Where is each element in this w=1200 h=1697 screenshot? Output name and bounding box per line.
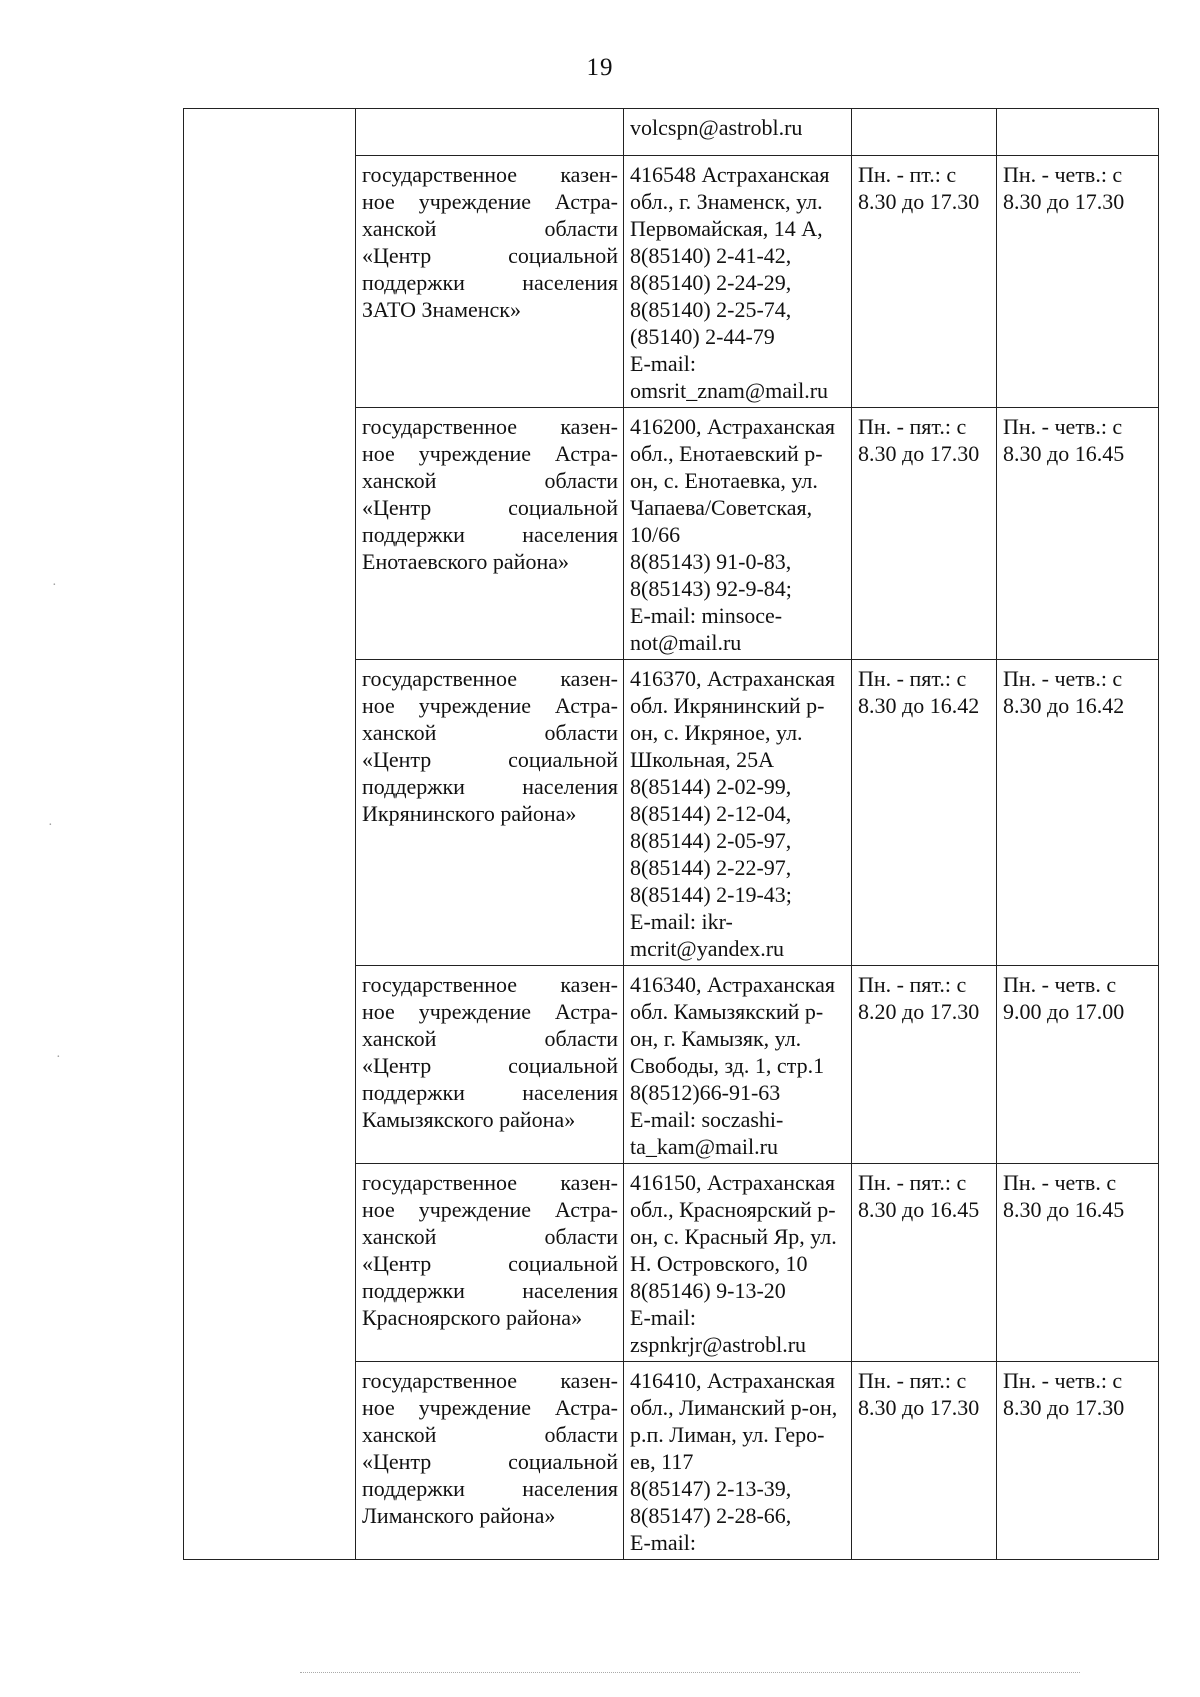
organization-line: [362, 1394, 618, 1421]
contact-line: 8(85147) 2-28-66,: [630, 1503, 792, 1528]
contact-line: 8(85144) 2-19-43;: [630, 882, 792, 907]
organization-word: поддержки: [362, 270, 465, 295]
organization-word: Астра-: [554, 1395, 618, 1420]
weekday-hours-line: 8.30 до 16.45: [858, 1197, 980, 1222]
reception-hours-line: Пн. - четв.: с: [1003, 1368, 1123, 1393]
contact-line: 8(8512)66-91-63: [630, 1080, 781, 1105]
organization-word: учреждение: [418, 693, 532, 718]
organization-word: населения: [522, 1278, 618, 1303]
organization-word: государственное: [362, 1170, 518, 1195]
organization-line: [362, 1421, 618, 1448]
organization-word: «Центр: [362, 747, 432, 772]
organization-word: ное: [362, 441, 395, 466]
contact-line: (85140) 2-44-79: [630, 324, 775, 349]
organization-word: населения: [522, 774, 618, 799]
organization-word: «Центр: [362, 1449, 432, 1474]
contact-cell: [624, 1164, 852, 1362]
weekday-hours-cell: [852, 966, 997, 1164]
organization-word: казен-: [560, 162, 618, 187]
weekday-hours-line: 8.30 до 17.30: [858, 1395, 980, 1420]
organization-word: Астра-: [554, 999, 618, 1024]
organization-word: «Центр: [362, 243, 432, 268]
contact-line: 10/66: [630, 522, 681, 547]
organization-word: поддержки: [362, 1278, 465, 1303]
organization-word: социальной: [508, 1449, 618, 1474]
organization-line: [362, 242, 618, 269]
contact-line: 8(85147) 2-13-39,: [630, 1476, 792, 1501]
contact-cell: [624, 660, 852, 966]
organization-cell: [356, 156, 624, 408]
contact-line: E-mail: minsoce-: [630, 603, 783, 628]
organization-word: учреждение: [418, 189, 532, 214]
footer-rule: [300, 1672, 1080, 1673]
organization-cell: [356, 1164, 624, 1362]
organization-line: [362, 521, 618, 548]
contact-line: not@mail.ru: [630, 630, 742, 655]
contact-line: обл. Камызякский р-: [630, 999, 824, 1024]
organization-word: ханской: [362, 1422, 437, 1447]
organization-word: государственное: [362, 666, 518, 691]
organization-line: [362, 188, 618, 215]
organization-line: Енотаевского района»: [362, 549, 569, 574]
organization-word: ханской: [362, 468, 437, 493]
weekday-hours-cell: [852, 408, 997, 660]
contact-line: 8(85143) 91-0-83,: [630, 549, 792, 574]
scan-speck: ·: [48, 818, 53, 833]
weekday-hours-line: Пн. - пят.: с: [858, 1170, 967, 1195]
contact-line: обл., Красноярский р-: [630, 1197, 836, 1222]
organization-word: «Центр: [362, 1053, 432, 1078]
contact-line: 8(85140) 2-24-29,: [630, 270, 792, 295]
scan-speck: ·: [52, 578, 57, 593]
reception-hours-cell: [997, 1362, 1159, 1560]
organization-word: Астра-: [554, 441, 618, 466]
organization-line: [362, 440, 618, 467]
contact-line: 416340, Астраханская: [630, 972, 836, 997]
organization-word: социальной: [508, 243, 618, 268]
organization-word: населения: [522, 1080, 618, 1105]
organization-word: ханской: [362, 1026, 437, 1051]
contact-line: он, г. Камызяк, ул.: [630, 1026, 802, 1051]
reception-hours-cell: [997, 660, 1159, 966]
contact-line: обл. Икрянинский р-: [630, 693, 825, 718]
weekday-hours-cell: [852, 109, 997, 156]
reception-hours-cell: [997, 1164, 1159, 1362]
organization-line: Лиманского района»: [362, 1503, 556, 1528]
organization-word: казен-: [560, 414, 618, 439]
organization-word: поддержки: [362, 1080, 465, 1105]
contact-line: E-mail:: [630, 1305, 696, 1330]
organization-line: [362, 998, 618, 1025]
organization-line: [362, 773, 618, 800]
organization-word: учреждение: [418, 1197, 532, 1222]
contact-line: E-mail: soczashi-: [630, 1107, 784, 1132]
organization-cell: [356, 408, 624, 660]
organization-line: [362, 1475, 618, 1502]
contact-line: 8(85140) 2-25-74,: [630, 297, 792, 322]
contact-line: omsrit_znam@mail.ru: [630, 378, 829, 403]
weekday-hours-line: 8.20 до 17.30: [858, 999, 980, 1024]
organization-word: социальной: [508, 747, 618, 772]
reception-hours-line: 9.00 до 17.00: [1003, 999, 1125, 1024]
contact-cell: [624, 966, 852, 1164]
organization-word: поддержки: [362, 774, 465, 799]
organization-word: Астра-: [554, 189, 618, 214]
organization-cell: [356, 966, 624, 1164]
organization-line: [362, 1169, 618, 1196]
organization-word: поддержки: [362, 522, 465, 547]
organization-line: [362, 1025, 618, 1052]
organization-line: [362, 1367, 618, 1394]
reception-hours-cell: [997, 109, 1159, 156]
contact-line: он, с. Красный Яр, ул.: [630, 1224, 837, 1249]
contact-line: Свободы, зд. 1, стр.1: [630, 1053, 825, 1078]
organization-line: [362, 719, 618, 746]
organization-word: населения: [522, 522, 618, 547]
contact-line: E-mail: ikr-: [630, 909, 733, 934]
contact-line: 8(85140) 2-41-42,: [630, 243, 792, 268]
contact-cell: [624, 408, 852, 660]
organization-line: [362, 746, 618, 773]
contact-line: 8(85144) 2-22-97,: [630, 855, 792, 880]
reception-hours-line: Пн. - четв.: с: [1003, 162, 1123, 187]
contact-line: 8(85143) 92-9-84;: [630, 576, 792, 601]
contact-line: zspnkrjr@astrobl.ru: [630, 1332, 807, 1357]
weekday-hours-line: 8.30 до 16.42: [858, 693, 980, 718]
organization-line: [362, 1079, 618, 1106]
organization-line: Красноярского района»: [362, 1305, 583, 1330]
organization-word: ное: [362, 1197, 395, 1222]
page-number: 19: [586, 54, 614, 81]
organization-line: [362, 1196, 618, 1223]
contact-line: обл., Лиманский р-он,: [630, 1395, 838, 1420]
reception-hours-line: Пн. - четв.: с: [1003, 666, 1123, 691]
organization-word: социальной: [508, 1251, 618, 1276]
organization-line: [362, 1223, 618, 1250]
organization-line: [362, 1250, 618, 1277]
contact-cell: [624, 156, 852, 408]
organization-word: «Центр: [362, 495, 432, 520]
weekday-hours-line: Пн. - пт.: с: [858, 162, 957, 187]
organization-line: ЗАТО Знаменск»: [362, 297, 521, 322]
contact-line: Школьная, 25А: [630, 747, 775, 772]
organization-line: [362, 161, 618, 188]
organization-line: [362, 269, 618, 296]
contact-line: volcspn@astrobl.ru: [630, 115, 803, 140]
contact-line: Чапаева/Советская,: [630, 495, 813, 520]
weekday-hours-line: Пн. - пят.: с: [858, 972, 967, 997]
contact-line: р.п. Лиман, ул. Геро-: [630, 1422, 825, 1447]
organization-word: Астра-: [554, 693, 618, 718]
table-row: [184, 109, 1159, 156]
organization-word: учреждение: [418, 999, 532, 1024]
organization-word: учреждение: [418, 1395, 532, 1420]
organization-cell: [356, 109, 624, 156]
contact-line: 416410, Астраханская: [630, 1368, 836, 1393]
contact-line: обл., г. Знаменск, ул.: [630, 189, 823, 214]
contact-line: Первомайская, 14 А,: [630, 216, 823, 241]
organization-word: ное: [362, 999, 395, 1024]
organization-word: государственное: [362, 414, 518, 439]
organization-line: [362, 467, 618, 494]
contact-line: обл., Енотаевский р-: [630, 441, 823, 466]
contact-line: ta_kam@mail.ru: [630, 1134, 778, 1159]
organization-line: [362, 665, 618, 692]
contact-line: 416150, Астраханская: [630, 1170, 836, 1195]
organization-cell: [356, 1362, 624, 1560]
reception-hours-cell: [997, 408, 1159, 660]
contact-line: он, с. Икряное, ул.: [630, 720, 803, 745]
organization-line: Камызякского района»: [362, 1107, 576, 1132]
weekday-hours-line: 8.30 до 17.30: [858, 441, 980, 466]
reception-hours-cell: [997, 966, 1159, 1164]
weekday-hours-cell: [852, 1362, 997, 1560]
organization-line: [362, 494, 618, 521]
organization-word: ное: [362, 189, 395, 214]
organization-line: [362, 1448, 618, 1475]
organization-word: населения: [522, 1476, 618, 1501]
organization-word: области: [544, 1026, 618, 1051]
organization-line: [362, 692, 618, 719]
organization-line: [362, 413, 618, 440]
contact-line: mcrit@yandex.ru: [630, 936, 785, 961]
organization-word: области: [544, 1422, 618, 1447]
organization-word: ханской: [362, 720, 437, 745]
contact-line: 416200, Астраханская: [630, 414, 836, 439]
organization-cell: [356, 660, 624, 966]
organization-word: ное: [362, 1395, 395, 1420]
reception-hours-line: 8.30 до 16.45: [1003, 1197, 1125, 1222]
contact-line: 8(85146) 9-13-20: [630, 1278, 786, 1303]
organization-word: ханской: [362, 216, 437, 241]
contact-line: Н. Островского, 10: [630, 1251, 808, 1276]
organization-word: области: [544, 468, 618, 493]
organization-line: [362, 1277, 618, 1304]
reception-hours-line: Пн. - четв. с: [1003, 972, 1117, 997]
weekday-hours-cell: [852, 1164, 997, 1362]
organization-word: области: [544, 720, 618, 745]
organization-word: государственное: [362, 162, 518, 187]
contact-line: 416548 Астраханская: [630, 162, 830, 187]
weekday-hours-cell: [852, 156, 997, 408]
reception-hours-line: 8.30 до 17.30: [1003, 189, 1125, 214]
weekday-hours-line: 8.30 до 17.30: [858, 189, 980, 214]
contact-line: 8(85144) 2-05-97,: [630, 828, 792, 853]
reception-hours-line: Пн. - четв.: с: [1003, 414, 1123, 439]
organization-word: ханской: [362, 1224, 437, 1249]
organization-word: учреждение: [418, 441, 532, 466]
contact-line: 416370, Астраханская: [630, 666, 836, 691]
weekday-hours-cell: [852, 660, 997, 966]
weekday-hours-line: Пн. - пят.: с: [858, 1368, 967, 1393]
reception-hours-cell: [997, 156, 1159, 408]
organization-word: области: [544, 216, 618, 241]
organization-word: ное: [362, 693, 395, 718]
reception-hours-line: 8.30 до 17.30: [1003, 1395, 1125, 1420]
organization-word: государственное: [362, 972, 518, 997]
reception-hours-line: 8.30 до 16.42: [1003, 693, 1125, 718]
organization-line: Икрянинского района»: [362, 801, 577, 826]
organization-word: социальной: [508, 1053, 618, 1078]
contact-line: он, с. Енотаевка, ул.: [630, 468, 818, 493]
weekday-hours-line: Пн. - пят.: с: [858, 666, 967, 691]
organization-line: [362, 971, 618, 998]
organization-word: поддержки: [362, 1476, 465, 1501]
weekday-hours-line: Пн. - пят.: с: [858, 414, 967, 439]
contact-line: ев, 117: [630, 1449, 694, 1474]
contact-line: E-mail:: [630, 351, 696, 376]
reception-hours-line: 8.30 до 16.45: [1003, 441, 1125, 466]
organization-word: государственное: [362, 1368, 518, 1393]
contact-line: 8(85144) 2-12-04,: [630, 801, 792, 826]
organization-word: «Центр: [362, 1251, 432, 1276]
organization-word: Астра-: [554, 1197, 618, 1222]
contact-cell: [624, 1362, 852, 1560]
organization-word: казен-: [560, 1170, 618, 1195]
organization-line: [362, 215, 618, 242]
institutions-table: [183, 108, 1159, 1560]
organization-word: области: [544, 1224, 618, 1249]
blank-first-column: [184, 109, 356, 1560]
contact-line: E-mail:: [630, 1530, 696, 1555]
organization-word: казен-: [560, 972, 618, 997]
organization-word: социальной: [508, 495, 618, 520]
organization-word: казен-: [560, 666, 618, 691]
contact-line: 8(85144) 2-02-99,: [630, 774, 792, 799]
scan-speck: ·: [56, 1050, 61, 1065]
organization-line: [362, 1052, 618, 1079]
organization-word: населения: [522, 270, 618, 295]
reception-hours-line: Пн. - четв. с: [1003, 1170, 1117, 1195]
contact-cell: [624, 109, 852, 156]
organization-word: казен-: [560, 1368, 618, 1393]
